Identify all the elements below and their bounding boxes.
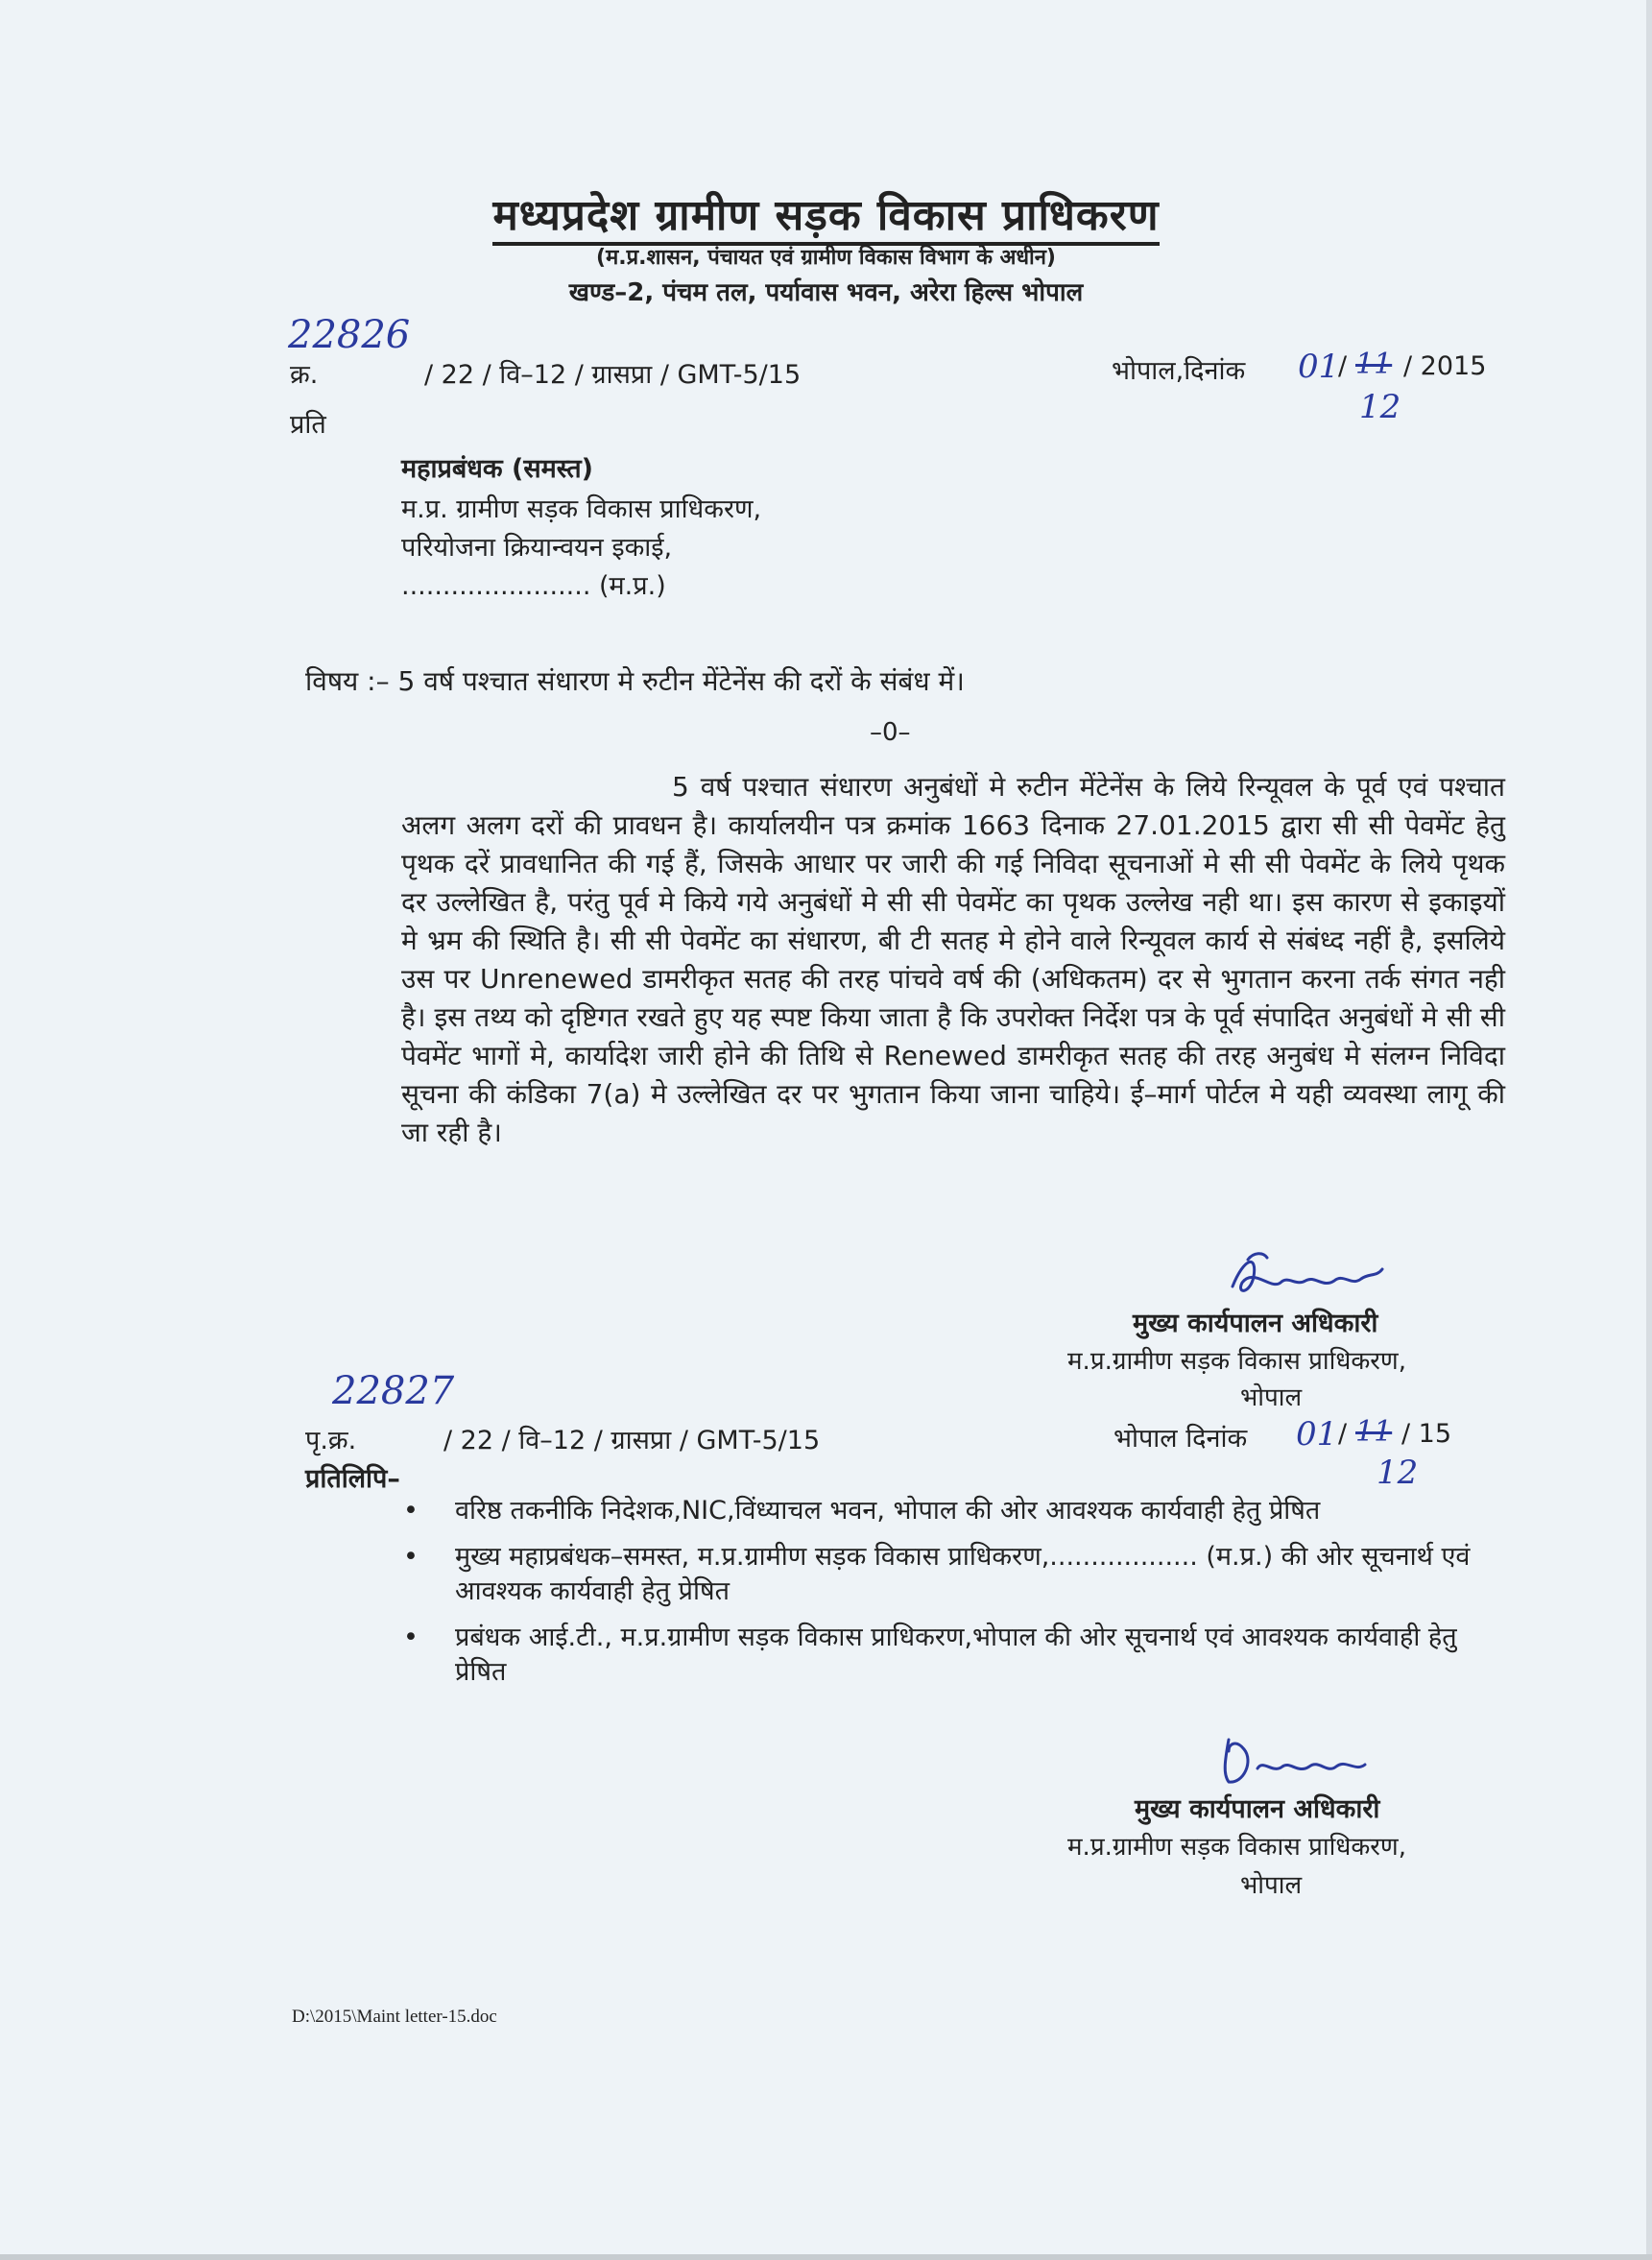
- subject-line: विषय :– 5 वर्ष पश्चात संधारण मे रुटीन मेंटेनेंस की दरों के संबंध में।: [305, 665, 965, 697]
- recipient-line-1: म.प्र. ग्रामीण सड़क विकास प्राधिकरण,: [401, 494, 762, 524]
- date-month-corrected: 12: [1359, 388, 1401, 426]
- signatory-title-2: मुख्य कार्यपालन अधिकारी: [1135, 1794, 1380, 1824]
- copy-list: [403, 1494, 1507, 1701]
- org-address: खण्ड–2, पंचम तल, पर्यावास भवन, अरेरा हिल्स भोपाल: [568, 278, 1084, 307]
- body-paragraph: [401, 768, 1505, 1152]
- ref-number: / 22 / वि–12 / ग्रासप्रा / GMT-5/15: [424, 360, 802, 390]
- list-item: [403, 1621, 1507, 1690]
- body-first-line: 5 वर्ष पश्चात संधारण अनुबंधों मे रुटीन मेंटेनेंस के लिये रिन्यूवल: [672, 771, 1313, 803]
- signature-2: [1215, 1732, 1378, 1793]
- copy-date-month-corrected: 12: [1377, 1454, 1419, 1492]
- section-divider: –0–: [870, 718, 911, 747]
- file-path-footer: D:\2015\Maint letter-15.doc: [292, 2007, 497, 2027]
- handwritten-copy-number: 22827: [332, 1369, 455, 1413]
- org-subtitle: (म.प्र.शासन, पंचायत एवं ग्रामीण विकास विभाग के अधीन): [596, 246, 1056, 270]
- copy-date-label: भोपाल दिनांक: [1113, 1424, 1248, 1454]
- org-name-text: मध्यप्रदेश ग्रामीण सड़क विकास प्राधिकरण: [492, 191, 1159, 246]
- list-item: [403, 1494, 1507, 1528]
- copy-item-text: प्रबंधक आई.टी., म.प्र.ग्रामीण सड़क विकास प्राधिकरण,भोपाल की ओर सूचनार्थ एवं आवश्यक कार्यवाही हेतु प्रेषित: [455, 1623, 1457, 1687]
- copy-ref-number: / 22 / वि–12 / ग्रासप्रा / GMT-5/15: [443, 1426, 821, 1455]
- scan-edge: [1646, 0, 1652, 2260]
- handwritten-letter-number: 22826: [288, 313, 411, 357]
- bullet: •: [403, 1623, 419, 1652]
- signatory-city-2: भोपाल: [1240, 1871, 1303, 1900]
- copy-date-day: 01: [1296, 1415, 1338, 1454]
- body-text: के पूर्व एवं पश्चात अलग अलग दरों की प्रावधन है। कार्यालयीन पत्र क्रमांक 1663 दिनाक 27.01.2015 द्वारा सी सी पेवमेंट हेतु पृथक दरें प्रावधानित की गई हैं, जिसके आधार पर जारी की गई निविदा सूचनाओं मे सी सी पेवमेंट के लिये पृथक दर उल्लेखित है, परंतु पूर्व मे किये गये अनुबंधों मे सी सी पेवमेंट का पृथक उल्लेख नही था। इस कारण से इकाइयों मे भ्रम की स्थिति है। सी सी पेवमेंट का संधारण, बी टी सतह मे होने वाले रिन्यूवल कार्य से संबंध्द नहीं है, इसलिये उस पर Unrenewed डामरीकृत सतह की तरह पांचवे वर्ष की (अधिकतम) दर से भुगतान करना तर्क संगत नही है। इस तथ्य को दृष्टिगत रखते हुए यह स्पष्ट किया जाता है कि उपरोक्त निर्देश पत्र के पूर्व संपादित अनुबंधों मे सी सी पेवमेंट भागों मे, कार्यादेश जारी होने की तिथि से Renewed डामरीकृत सतह की तरह अनुबंध मे संलग्न निविदा सूचना की कंडिका 7(a) मे उल्लेखित दर पर भुगतान किया जाना चाहिये। ई–मार्ग पोर्टल मे यही व्यवस्था लागू की जा रही है।: [401, 771, 1506, 1148]
- recipient-title: महाप्रबंधक (समस्त): [401, 454, 593, 484]
- date-day: 01: [1298, 348, 1340, 386]
- date-year: / 2015: [1403, 351, 1487, 381]
- signatory-org-1: म.प्र.ग्रामीण सड़क विकास प्राधिकरण,: [1067, 1347, 1406, 1376]
- copy-heading: प्रतिलिपि–: [305, 1464, 400, 1494]
- date-separator: /: [1338, 351, 1348, 381]
- copy-date-separator: /: [1338, 1419, 1348, 1449]
- scan-bottom-edge: [0, 2254, 1652, 2260]
- bullet: •: [403, 1542, 419, 1572]
- signatory-title-1: मुख्य कार्यपालन अधिकारी: [1133, 1309, 1378, 1338]
- copy-date-year: / 15: [1401, 1419, 1452, 1449]
- signatory-org-2: म.प्र.ग्रामीण सड़क विकास प्राधिकरण,: [1067, 1833, 1406, 1862]
- org-name: [0, 184, 1652, 242]
- ref-prefix: क्र.: [290, 360, 319, 390]
- copy-ref-prefix: पृ.क्र.: [305, 1426, 357, 1455]
- bullet: •: [403, 1496, 419, 1526]
- recipient-line-2: परियोजना क्रियान्वयन इकाई,: [401, 533, 673, 563]
- copy-date-month-struck: 11: [1355, 1415, 1393, 1449]
- to-label: प्रति: [290, 410, 326, 440]
- signatory-city-1: भोपाल: [1240, 1383, 1303, 1412]
- copy-item-text: मुख्य महाप्रबंधक–समस्त, म.प्र.ग्रामीण सड़क विकास प्राधिकरण,.................. (म.प्र.) की ओर सूचनार्थ एवं आवश्यक कार्यवाही हेतु प्रेषित: [455, 1542, 1471, 1606]
- recipient-line-3: ....................... (म.प्र.): [401, 571, 666, 601]
- date-label: भोपाल,दिनांक: [1112, 356, 1246, 386]
- signature-1: [1225, 1248, 1388, 1310]
- copy-item-text: वरिष्ठ तकनीकि निदेशक,NIC,विंध्याचल भवन, भोपाल की ओर आवश्यक कार्यवाही हेतु प्रेषित: [455, 1496, 1321, 1526]
- list-item: [403, 1540, 1507, 1609]
- date-month-struck: 11: [1355, 348, 1393, 381]
